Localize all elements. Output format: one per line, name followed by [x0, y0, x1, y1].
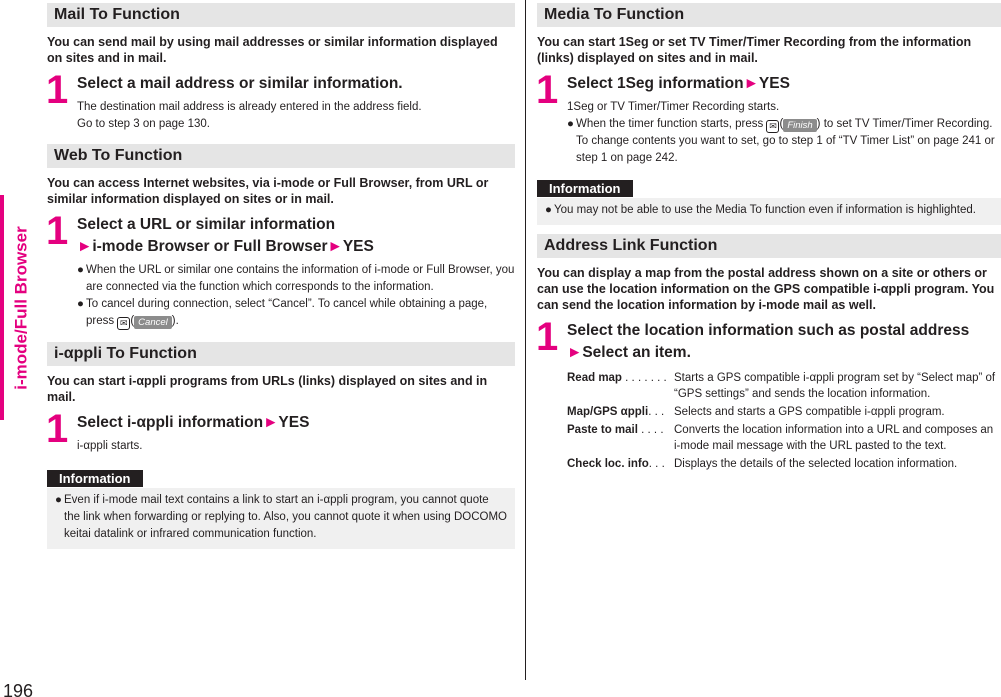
bullet-item: ● When the URL or similar one contains the information of i-mode or Full Browser, you are connected via the function which corresponds to the information.: [77, 264, 515, 293]
section-heading: Mail To Function: [47, 3, 515, 27]
bullet-icon: ●: [77, 298, 84, 310]
step-number: 1: [46, 407, 69, 451]
information-body: [537, 198, 1001, 225]
left-column: [47, 0, 515, 549]
step-number: 1: [46, 68, 69, 112]
section-intro: You can start 1Seg or set TV Timer/Timer Recording from the information (links) displayed on sites and in mail.: [537, 35, 972, 65]
step-title: Select 1Seg information►YES: [567, 75, 790, 92]
bullet-icon: ●: [545, 204, 552, 216]
bullet-item: ● Even if i-mode mail text contains a link to start an i-αppli program, you cannot quote the link when forwarding or replying to. Also, you cannot quote it when using DOCOMO keitai datalink or infrared communication function.: [55, 494, 507, 540]
step-body: i-αppli starts.: [77, 440, 143, 452]
section-heading: Address Link Function: [537, 234, 1001, 258]
mail-key-icon: ✉: [766, 120, 779, 133]
mail-key-icon: ✉: [117, 317, 130, 330]
bullet-item: ● You may not be able to use the Media To function even if information is highlighted.: [545, 202, 993, 219]
information-body: [47, 488, 515, 549]
arrow-icon: ►: [77, 238, 93, 255]
step-title: Select the location information such as postal address ►Select an item.: [567, 322, 970, 361]
bullet-icon: ●: [77, 264, 84, 276]
web-to-section: [47, 144, 515, 330]
arrow-icon: ►: [567, 344, 583, 361]
section-heading: Web To Function: [47, 144, 515, 168]
information-label: Information: [537, 180, 633, 197]
step-text: Go to step 3 on page 130.: [77, 118, 210, 130]
section-intro: You can send mail by using mail addresses or similar information displayed on sites and in mail.: [47, 35, 498, 65]
column-divider: [525, 0, 526, 680]
side-tab: [0, 0, 41, 697]
bullet-item: ● To cancel during connection, select “Cancel”. To cancel while obtaining a page, press ✉ ( Cancel ).: [77, 298, 488, 328]
information-label: Information: [47, 470, 143, 487]
step-number: 1: [536, 315, 559, 359]
address-link-section: [537, 234, 1001, 472]
section-intro: You can access Internet websites, via i-mode or Full Browser, from URL or similar information displayed on sites or in mail.: [47, 176, 489, 206]
step: [536, 315, 1001, 472]
step-body: [567, 99, 1001, 167]
section-heading: Media To Function: [537, 3, 1001, 27]
arrow-icon: ►: [263, 414, 279, 431]
step-body: [77, 99, 515, 133]
step-text: 1Seg or TV Timer/Timer Recording starts.: [567, 101, 780, 113]
information-box: [537, 180, 1001, 225]
step: [46, 68, 515, 133]
step-title: Select a URL or similar information ►i-mode Browser or Full Browser►YES: [77, 216, 374, 255]
step-text: The destination mail address is already entered in the address field.: [77, 101, 422, 113]
step-title: Select a mail address or similar information.: [77, 75, 403, 92]
page-number: 196: [3, 681, 34, 697]
media-to-section: [537, 3, 1001, 167]
bullet-icon: ●: [567, 118, 574, 130]
side-tab-label: i-mode/Full Browser: [12, 225, 32, 390]
list-item: Map/GPS αppli. . . Selects and starts a GPS compatible i-αppli program.: [567, 406, 945, 418]
step-body: [77, 262, 515, 330]
step: [46, 209, 515, 330]
step: [46, 407, 515, 455]
list-item: Paste to mail . . . . Converts the location information into a URL and composes an i-mode mail message with the URL pasted to the text.: [567, 424, 994, 452]
finish-softkey-icon: Finish: [783, 119, 816, 132]
section-intro: You can display a map from the postal address shown on a site or others or can use the location information on the GPS compatible i-αppli program. You can send the location information by i-mode mail as well.: [537, 266, 995, 312]
bullet-item: ● When the timer function starts, press ✉ ( Finish ) to set TV Timer/Timer Recording. To change contents you want to set, go to step 1 of “TV Timer List” on page 241 or step 1 on page 242.: [567, 118, 995, 164]
section-heading: i-αppli To Function: [47, 342, 515, 366]
list-item: Read map . . . . . . . Starts a GPS compatible i-αppli program set by “Select map” of “GPS settings” and sends the location information.: [567, 372, 996, 400]
item-list: [567, 370, 1001, 472]
right-column: [537, 0, 1001, 474]
arrow-icon: ►: [327, 238, 343, 255]
list-item: Check loc. info. . . Displays the details of the selected location information.: [567, 458, 958, 470]
arrow-icon: ►: [743, 75, 759, 92]
iappli-to-section: [47, 342, 515, 455]
bullet-icon: ●: [55, 494, 62, 506]
information-box: [47, 470, 515, 549]
section-intro: You can start i-αppli programs from URLs (links) displayed on sites and in mail.: [47, 374, 488, 404]
mail-to-section: [47, 3, 515, 133]
step-number: 1: [46, 209, 69, 253]
step-number: 1: [536, 68, 559, 112]
step: [536, 68, 1001, 167]
cancel-softkey-icon: Cancel: [134, 316, 172, 329]
step-title: Select i-αppli information►YES: [77, 414, 310, 431]
